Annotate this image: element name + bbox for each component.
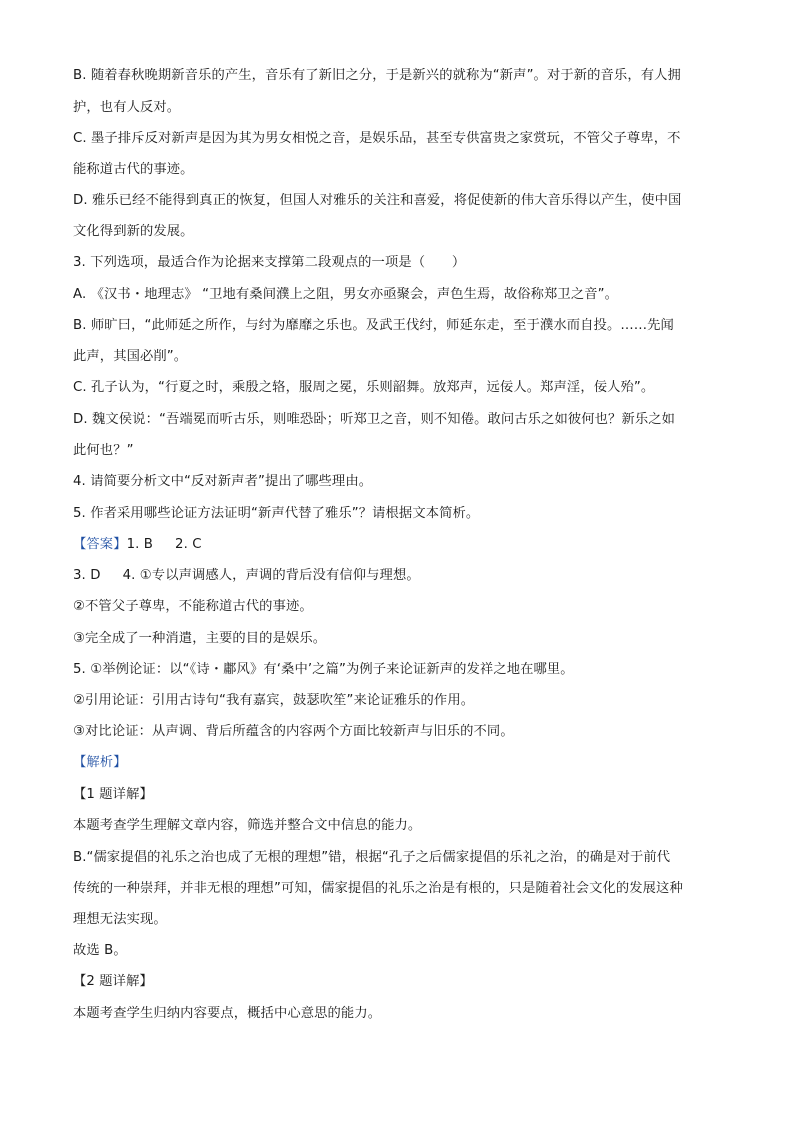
option-b-line-1: B. 随着春秋晚期新音乐的产生，音乐有了新旧之分，于是新兴的就称为“新声”。对于新的音乐，有人拥	[73, 68, 681, 83]
answer-3: 3. D	[73, 568, 101, 583]
q1-detail-heading: 【1 题详解】	[73, 787, 153, 802]
q3-option-d-line-1: D. 魏文侯说：“吾端冕而听古乐，则唯恐卧；听郑卫之音，则不知倦。敢问古乐之如彼何也？新乐之如	[73, 412, 676, 427]
q3-option-a: A. 《汉书・地理志》 “卫地有桑间濮上之阻，男女亦亟聚会，声色生焉，故俗称郑卫之音”。	[73, 287, 618, 302]
answer-5-point-3: ③对比论证：从声调、背后所蕴含的内容两个方面比较新声与旧乐的不同。	[73, 724, 514, 739]
q3-option-b-line-2: 此声，其国必削”。	[73, 349, 188, 364]
option-d-line-2: 文化得到新的发展。	[73, 224, 194, 239]
q1-detail-line-1: 本题考查学生理解文章内容，筛选并整合文中信息的能力。	[73, 818, 422, 833]
question-3: 3. 下列选项，最适合作为论据来支撑第二段观点的一项是（ ）	[73, 255, 466, 270]
answer-5-point-1: 5. ①举例论证：以“《诗・鄘风》有‘桑中’之篇”为例子来论证新声的发祥之地在哪里。	[73, 662, 574, 677]
answer-4-point-2: ②不管父子尊卑，不能称道古代的事迹。	[73, 599, 313, 614]
option-d-line-1: D. 雅乐已经不能得到真正的恢复，但国人对雅乐的关注和喜爱，将促使新的伟大音乐得以产生，使中国	[73, 193, 682, 208]
question-4: 4. 请简要分析文中“反对新声者”提出了哪些理由。	[73, 474, 373, 489]
q1-detail-line-4: 理想无法实现。	[73, 912, 167, 927]
q2-detail-heading: 【2 题详解】	[73, 974, 153, 989]
q2-detail-line-1: 本题考查学生归纳内容要点，概括中心意思的能力。	[73, 1006, 382, 1021]
q1-detail-line-5: 故选 B。	[73, 943, 127, 958]
answer-4-point-3: ③完全成了一种消遣，主要的目的是娱乐。	[73, 631, 327, 646]
q3-option-d-line-2: 此何也？”	[73, 443, 134, 458]
question-5: 5. 作者采用哪些论证方法证明“新声代替了雅乐”？请根据文本简析。	[73, 506, 480, 521]
q1-detail-line-2: B.“儒家提倡的礼乐之治也成了无根的理想”错，根据“孔子之后儒家提倡的乐礼之治，的确是对于前代	[73, 850, 671, 865]
answer-5-point-2: ②引用论证：引用古诗句“我有嘉宾，鼓瑟吹笙”来论证雅乐的作用。	[73, 693, 475, 708]
answer-tag: 【答案】	[73, 537, 127, 552]
q3-option-b-line-1: B. 师旷曰，“此师延之所作，与纣为靡靡之乐也。及武王伐纣，师延东走，至于濮水而自投。……先闻	[73, 318, 674, 333]
option-c-line-1: C. 墨子排斥反对新声是因为其为男女相悦之音，是娱乐品，甚至专供富贵之家赏玩，不管父子尊卑，不	[73, 131, 681, 146]
answer-2: 2. C	[175, 537, 202, 552]
answer-1: 1. B	[126, 537, 154, 552]
q3-option-c: C. 孔子认为，“行夏之时，乘殷之辂，服周之冕，乐则韶舞。放郑声，远佞人。郑声淫，佞人殆”。	[73, 380, 655, 395]
option-c-line-2: 能称道古代的事迹。	[73, 162, 194, 177]
answer-line-2	[73, 566, 420, 586]
option-b-line-2: 护，也有人反对。	[73, 100, 181, 115]
q1-detail-line-3: 传统的一种崇拜，并非无根的理想”可知，儒家提倡的礼乐之治是有根的，只是随着社会文化的发展这种	[73, 881, 683, 896]
analysis-tag: 【解析】	[73, 755, 127, 770]
answer-line-1	[73, 535, 202, 555]
answer-4-point-1: 4. ①专以声调感人，声调的背后没有信仰与理想。	[122, 568, 420, 583]
